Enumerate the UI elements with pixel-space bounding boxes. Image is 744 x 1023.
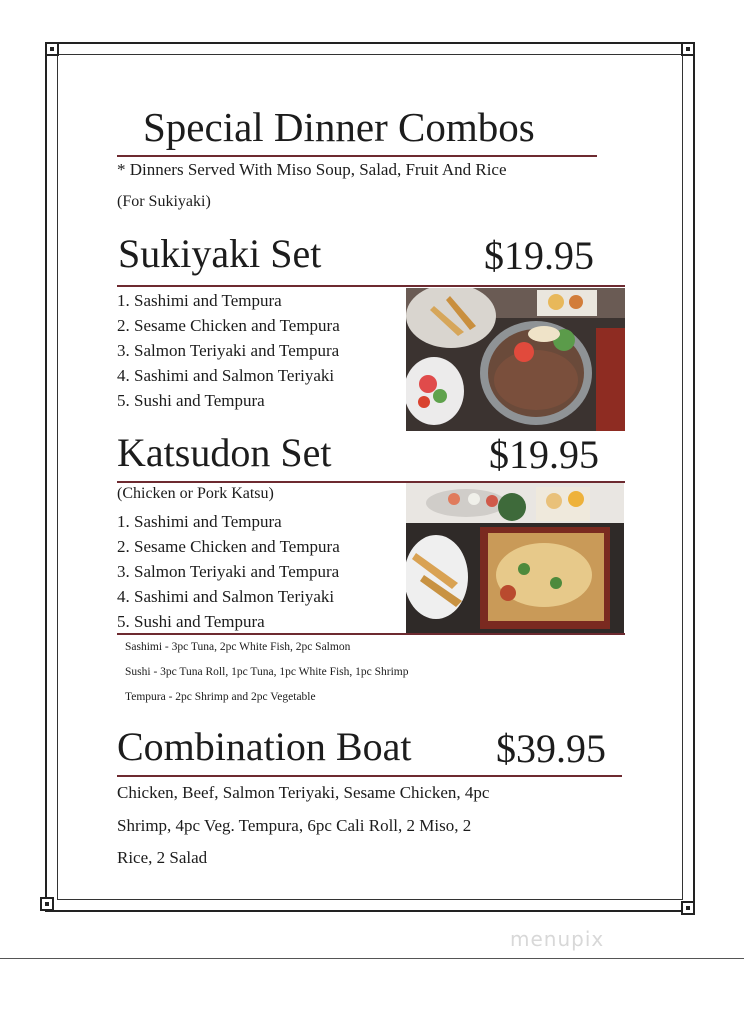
katsudon-list xyxy=(117,509,340,634)
katsudon-heading: Katsudon Set xyxy=(117,430,332,475)
katsudon-bottom-rule xyxy=(117,633,625,635)
list-item: 3. Salmon Teriyaki and Tempura xyxy=(117,341,340,360)
corner-ornament xyxy=(40,897,54,911)
boat-description-line: Chicken, Beef, Salmon Teriyaki, Sesame Chicken, 4pc xyxy=(117,783,490,802)
boat-rule xyxy=(117,775,622,777)
katsudon-photo xyxy=(406,483,624,633)
sukiyaki-price: $19.95 xyxy=(484,233,594,278)
served-with-note: * Dinners Served With Miso Soup, Salad, Fruit And Rice xyxy=(117,160,507,179)
list-item: 5. Sushi and Tempura xyxy=(117,612,265,631)
list-item: 3. Salmon Teriyaki and Tempura xyxy=(117,562,340,581)
detail-sashimi: Sashimi - 3pc Tuna, 2pc White Fish, 2pc Salmon xyxy=(125,641,351,653)
sukiyaki-note: (For Sukiyaki) xyxy=(117,193,211,210)
detail-tempura: Tempura - 2pc Shrimp and 2pc Vegetable xyxy=(125,691,316,703)
list-item: 4. Sashimi and Salmon Teriyaki xyxy=(117,366,335,385)
boat-description-line: Rice, 2 Salad xyxy=(117,848,208,867)
corner-ornament xyxy=(45,42,59,56)
watermark-logo: menupix xyxy=(510,927,605,951)
list-item: 1. Sashimi and Tempura xyxy=(117,512,282,531)
title-rule xyxy=(117,155,597,157)
katsudon-note: (Chicken or Pork Katsu) xyxy=(117,485,274,502)
corner-ornament xyxy=(681,901,695,915)
katsudon-price: $19.95 xyxy=(489,432,599,477)
boat-description-line: Shrimp, 4pc Veg. Tempura, 6pc Cali Roll, 2 Miso, 2 xyxy=(117,816,472,835)
sukiyaki-photo xyxy=(406,288,625,431)
page-title: Special Dinner Combos xyxy=(143,104,535,150)
list-item: 1. Sashimi and Tempura xyxy=(117,291,282,310)
sukiyaki-rule xyxy=(117,285,625,287)
boat-heading: Combination Boat xyxy=(117,724,412,769)
boat-price: $39.95 xyxy=(496,726,606,771)
list-item: 5. Sushi and Tempura xyxy=(117,391,265,410)
list-item: 2. Sesame Chicken and Tempura xyxy=(117,316,340,335)
sukiyaki-list xyxy=(117,288,340,413)
corner-ornament xyxy=(681,42,695,56)
list-item: 2. Sesame Chicken and Tempura xyxy=(117,537,340,556)
detail-sushi: Sushi - 3pc Tuna Roll, 1pc Tuna, 1pc White Fish, 1pc Shrimp xyxy=(125,666,409,678)
scan-edge-line xyxy=(0,958,744,959)
list-item: 4. Sashimi and Salmon Teriyaki xyxy=(117,587,335,606)
sukiyaki-heading: Sukiyaki Set xyxy=(118,231,322,276)
